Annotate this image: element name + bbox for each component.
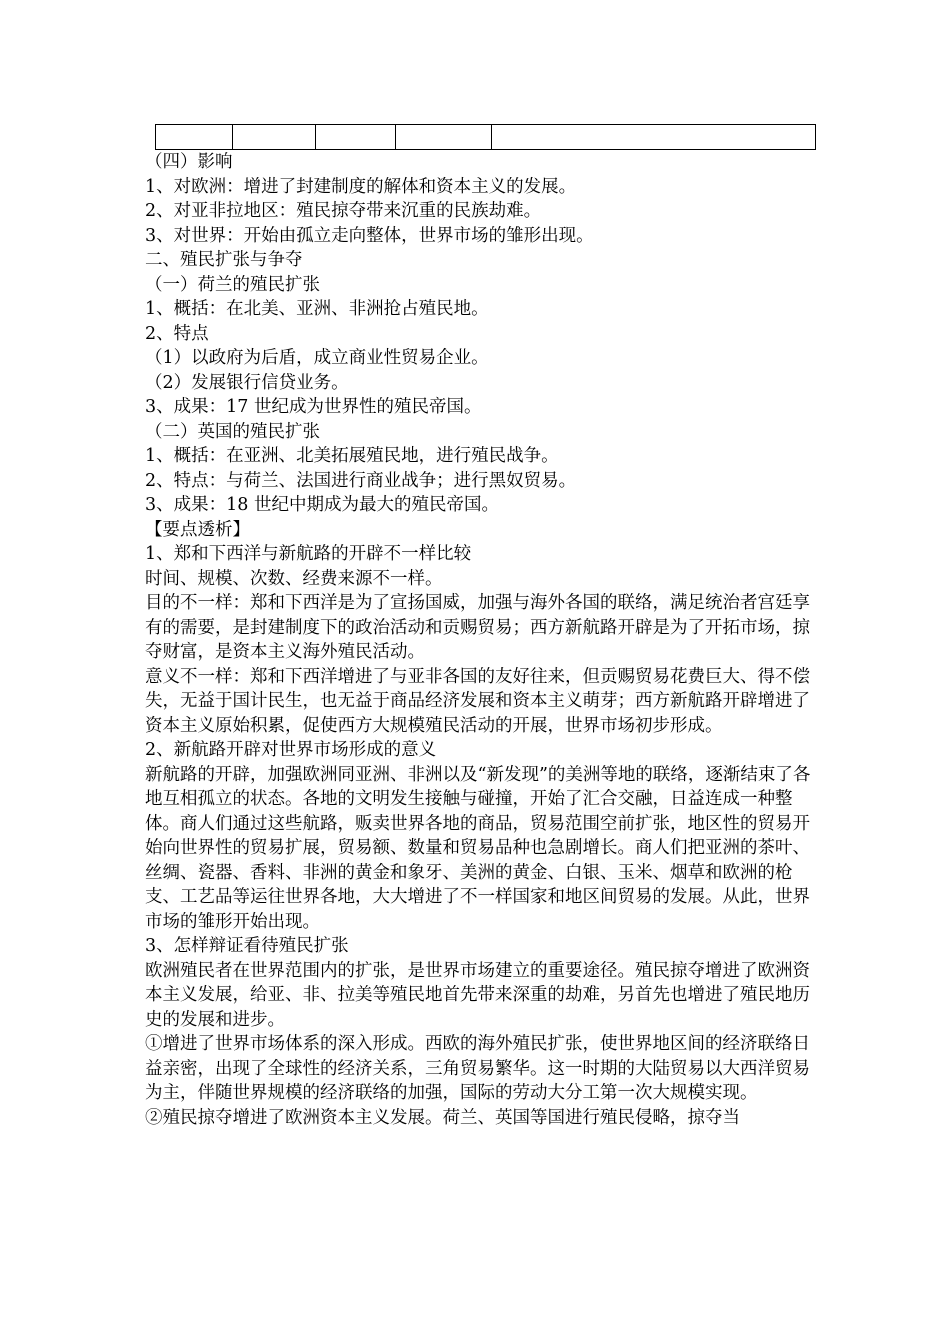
key-points-heading: 【要点透析】: [145, 519, 250, 540]
table-cell: [233, 125, 316, 150]
text-line: 1、郑和下西洋与新航路的开辟不一样比较: [145, 544, 472, 564]
text-line: 2、特点: [145, 323, 209, 344]
text-line: 1、概括：在亚洲、北美拓展殖民地，进行殖民战争。: [145, 446, 559, 466]
text-line: 3、对世界：开始由孤立走向整体，世界市场的雏形出现。: [145, 225, 594, 246]
table-cell: [492, 125, 816, 150]
paragraph: 目的不一样：郑和下西洋是为了宣扬国威，加强与海外各国的联络，满足统治者宫廷享有的需要，是封建制度下的政治活动和贡赐贸易；西方新航路开辟是为了开拓市场，掠夺财富，是资本主义海外殖民活动。: [145, 593, 810, 662]
text-line: 2、特点：与荷兰、法国进行商业战争；进行黑奴贸易。: [145, 470, 577, 491]
table-fragment: [155, 124, 816, 150]
paragraph: 欧洲殖民者在世界范围内的扩张，是世界市场建立的重要途径。殖民掠夺增进了欧洲资本主义发展，给亚、非、拉美等殖民地首先带来深重的劫难，另首先也增进了殖民地历史的发展和进步。: [145, 960, 810, 1030]
text-line: 2、对亚非拉地区：殖民掠夺带来沉重的民族劫难。: [145, 201, 542, 221]
section-heading-impact: （四）影响: [145, 152, 233, 172]
text-line: 1、概括：在北美、亚洲、非洲抢占殖民地。: [145, 299, 489, 319]
text-line: 3、成果：18 世纪中期成为最大的殖民帝国。: [145, 495, 499, 515]
text-line: （2）发展银行信贷业务。: [145, 372, 349, 393]
paragraph: ②殖民掠夺增进了欧洲资本主义发展。荷兰、英国等国进行殖民侵略，掠夺当: [145, 1107, 740, 1128]
paragraph: ①增进了世界市场体系的深入形成。西欧的海外殖民扩张，使世界地区间的经济联络日益亲密，出现了全球性的经济关系，三角贸易繁华。这一时期的大陆贸易以大西洋贸易为主，伴随世界规模的经济联络的加强，国际的劳动大分工第一次大规模实现。: [145, 1034, 810, 1103]
document-body: [145, 150, 820, 1130]
paragraph: 新航路的开辟，加强欧洲同亚洲、非洲以及“新发现”的美洲等地的联络，逐渐结束了各地互相孤立的状态。各地的文明发生接触与碰撞，开始了汇合交融，日益连成一种整体。商人们通过这些航路，贩卖世界各地的商品，贸易范围空前扩张，地区性的贸易开始向世界性的贸易扩展，贸易额、数量和贸易品种也急剧增长。商人们把亚洲的茶叶、丝绸、瓷器、香料、非洲的黄金和象牙、美洲的黄金、白银、玉米、烟草和欧洲的枪支、工艺品等运往世界各地，大大增进了不一样国家和地区间贸易的发展。从此，世界市场的雏形开始出现。: [145, 764, 811, 932]
table-cell: [396, 125, 492, 150]
text-line: 2、新航路开辟对世界市场形成的意义: [145, 740, 437, 760]
text-line: 时间、规模、次数、经费来源不一样。: [145, 568, 443, 589]
table-cell: [316, 125, 396, 150]
text-line: 1、对欧洲：增进了封建制度的解体和资本主义的发展。: [145, 176, 577, 197]
table-cell: [156, 125, 233, 150]
subsection-heading: （二）英国的殖民扩张: [145, 421, 320, 442]
section-heading: 二、殖民扩张与争夺: [145, 250, 303, 270]
paragraph: 意义不一样：郑和下西洋增进了与亚非各国的友好往来，但贡赐贸易花费巨大、得不偿失，无益于国计民生，也无益于商品经济发展和资本主义萌芽；西方新航路开辟增进了资本主义原始积累，促使西方大规模殖民活动的开展，世界市场初步形成。: [145, 666, 810, 736]
text-line: 3、怎样辩证看待殖民扩张: [145, 936, 349, 956]
subsection-heading: （一）荷兰的殖民扩张: [145, 274, 320, 295]
table-row: [156, 125, 816, 150]
text-line: （1）以政府为后盾，成立商业性贸易企业。: [145, 348, 489, 368]
text-line: 3、成果：17 世纪成为世界性的殖民帝国。: [145, 397, 482, 417]
